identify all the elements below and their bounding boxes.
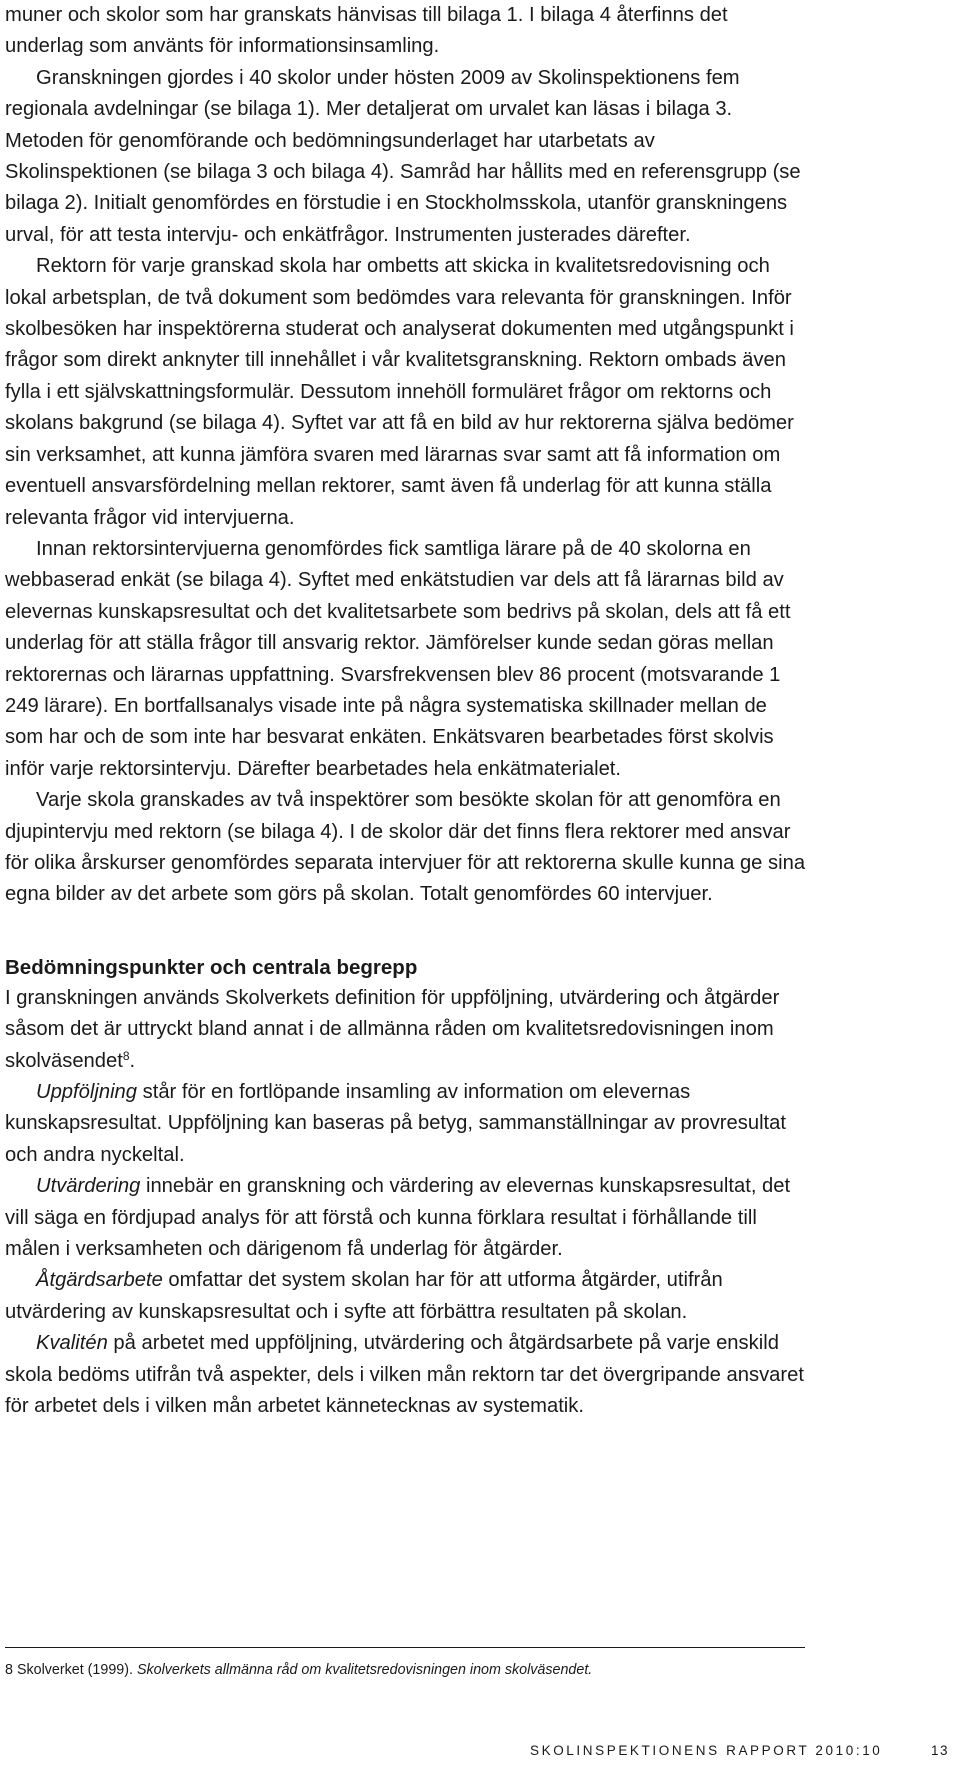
defined-term: Kvalitén bbox=[36, 1332, 108, 1355]
footnote-title: Skolverkets allmänna råd om kvalitetsredovisningen inom skolväsendet. bbox=[136, 1662, 593, 1678]
footnote bbox=[5, 1661, 905, 1679]
running-footer-title: SKOLINSPEKTIONENS RAPPORT 2010:10 bbox=[530, 1743, 883, 1758]
section-intro bbox=[5, 983, 807, 1077]
definition-text: på arbetet med uppföljning, utvärdering och åtgärdsarbete på varje enskild skola bedöms utifrån två aspekter, dels i vilken mån rektorn tar det övergripande ansvaret för arbetet dels i vilken mån arbetet kännetecknas av systematik. bbox=[5, 1332, 804, 1418]
method-section bbox=[5, 0, 807, 911]
paragraph: Rektorn för varje granskad skola har ombetts att skicka in kvalitetsredovisning och lokal arbetsplan, de två dokument som bedömdes vara relevanta för granskningen. Inför skolbesöken har inspektörerna studerat och analyserat dokumenten med utgångspunkt i frågor som direkt anknyter till innehållet i vår kvalitetsgranskning. Rektorn ombads även fylla i ett självskattningsformulär. Dessutom innehöll formuläret frågor om rektorns och skolans bakgrund (se bilaga 4). Syftet var att få en bild av hur rektorerna själva bedömer sin verksamhet, att kunna jämföra svaren med lärarnas svar samt att få information om eventuell ansvarsfördelning mellan rektorer, samt även få underlag för att kunna ställa relevanta frågor vid intervjuerna. bbox=[5, 255, 794, 529]
definition-text: omfattar det system skolan har för att utforma åtgärder, utifrån utvärdering av kunskapsresultat och i syfte att förbättra resultaten på skolan. bbox=[5, 1269, 723, 1323]
paragraph: muner och skolor som har granskats hänvisas till bilaga 1. I bilaga 4 återfinns det underlag som använts för informationsinsamling. bbox=[5, 4, 728, 58]
footnote-reference: 8 bbox=[122, 1048, 130, 1063]
paragraph: Varje skola granskades av två inspektörer som besökte skolan för att genomföra en djupintervju med rektorn (se bilaga 4). I de skolor där det finns flera rektorer med ansvar för olika årskurser genomfördes separata intervjuer för att rektorerna skulle kunna ge sina egna bilder av det arbete som görs på skolan. Totalt genomfördes 60 intervjuer. bbox=[5, 789, 806, 906]
definition-text: innebär en granskning och värdering av elevernas kunskapsresultat, det vill säga en fördjupad analys för att förstå och kunna förklara resultat i förhållande till målen i verksamheten och därigenom få underlag för åtgärder. bbox=[5, 1175, 791, 1261]
intro-text: I granskningen används Skolverkets definition för uppföljning, utvärdering och åtgärder såsom det är uttryckt bland annat i de allmänna råden om kvalitetsredovisningen inom skolväsendet bbox=[5, 986, 780, 1072]
definition-paragraph bbox=[5, 1077, 807, 1171]
intro-end: . bbox=[129, 1049, 136, 1072]
page-body bbox=[5, 0, 807, 1422]
defined-term: Uppföljning bbox=[36, 1081, 138, 1103]
definition-paragraph bbox=[5, 1265, 807, 1328]
paragraph: Innan rektorsintervjuerna genomfördes fick samtliga lärare på de 40 skolorna en webbaserad enkät (se bilaga 4). Syftet med enkätstudien var dels att få lärarnas bild av elevernas kunskapsresultat och det kvalitetsarbete som bedrivs på skolan, dels att få ett underlag för att ställa frågor till ansvarig rektor. Jämförelser kunde sedan göras mellan rektorernas och lärarnas uppfattning. Svarsfrekvensen blev 86 procent (motsvarande 1 249 lärare). En bortfallsanalys visade inte på några systematiska skillnader mellan de som har och de som inte har besvarat enkäten. Enkätsvaren bearbetades först skolvis inför varje rektorsintervju. Därefter bearbetades hela enkätmaterialet. bbox=[5, 537, 791, 780]
definition-text: står för en fortlöpande insamling av information om elevernas kunskapsresultat. Uppföljning kan baseras på betyg, sammanställningar av provresultat och andra nyckeltal. bbox=[5, 1081, 787, 1166]
section-heading: Bedömningspunkter och centrala begrepp bbox=[5, 955, 418, 979]
defined-term: Utvärdering bbox=[36, 1175, 141, 1198]
definition-paragraph bbox=[5, 1328, 807, 1422]
page-number: 13 bbox=[931, 1743, 950, 1758]
footnote-number: 8 bbox=[5, 1662, 13, 1678]
footnote-source: Skolverket (1999). bbox=[16, 1662, 133, 1678]
defined-term: Åtgärdsarbete bbox=[36, 1269, 163, 1292]
paragraph: Granskningen gjordes i 40 skolor under hösten 2009 av Skolinspektionens fem regionala avdelningar (se bilaga 1). Mer detaljerat om urvalet kan läsas i bilaga 3. Metoden för genomförande och bedömningsunderlaget har utarbetats av Skolinspektionen (se bilaga 3 och bilaga 4). Samråd har hållits med en referensgrupp (se bilaga 2). Initialt genomfördes en förstudie i en Stockholmsskola, utanför granskningens urval, för att testa intervju- och enkätfrågor. Instrumenten justerades därefter. bbox=[5, 66, 801, 246]
footnote-divider bbox=[5, 1647, 805, 1648]
definitions-section bbox=[5, 983, 807, 1423]
definition-paragraph bbox=[5, 1171, 807, 1265]
